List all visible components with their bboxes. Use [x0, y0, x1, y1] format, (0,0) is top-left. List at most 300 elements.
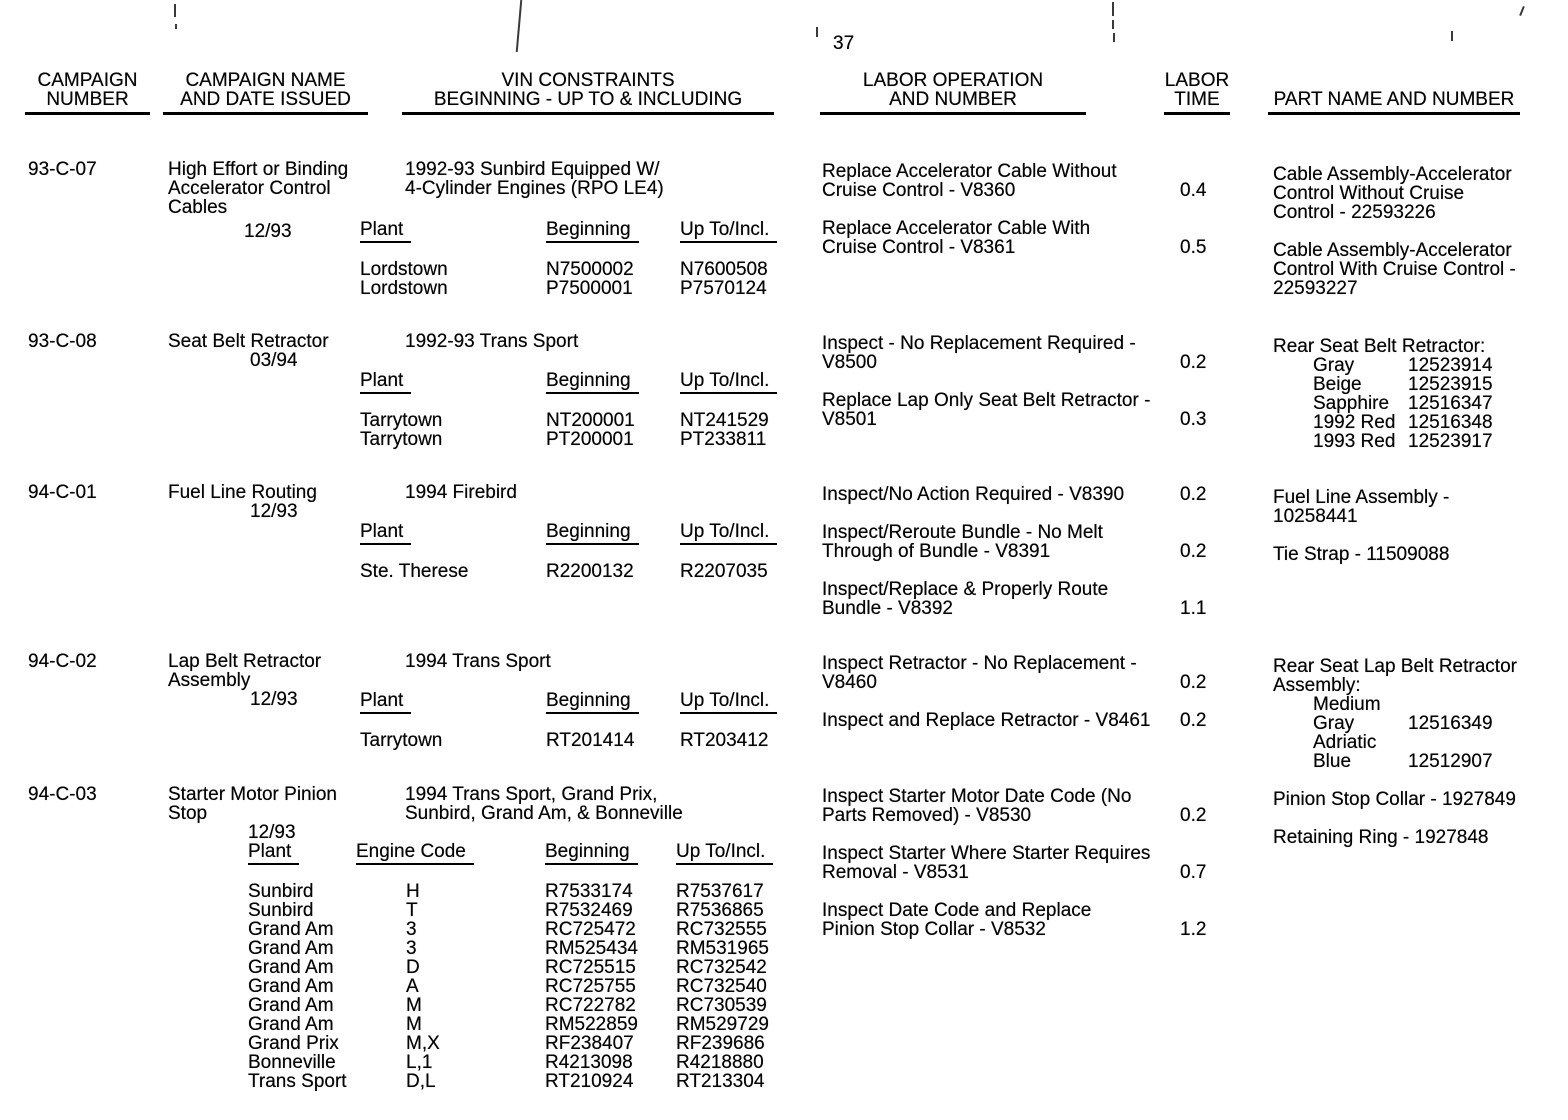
operation-line: Pinion Stop Collar - V8532	[822, 919, 1046, 940]
vin-cell: RT210924	[545, 1071, 634, 1092]
vin-cell: RT213304	[676, 1071, 765, 1092]
vin-table	[360, 691, 777, 750]
vin-cell: Grand Am	[248, 919, 334, 940]
vin-row	[248, 1034, 773, 1053]
page-number: 37	[833, 33, 855, 54]
operation-line: Inspect - No Replacement Required -	[822, 333, 1136, 354]
operation-text	[822, 580, 1167, 618]
operation-line: Replace Accelerator Cable Without	[822, 161, 1117, 182]
vin-cell: Grand Am	[248, 976, 334, 997]
scan-artifact	[1113, 33, 1115, 42]
vin-header-cell	[248, 842, 356, 865]
vin-cell: Sunbird	[248, 900, 314, 921]
operation-line: Inspect/Replace & Properly Route	[822, 579, 1109, 600]
scan-artifact	[1451, 31, 1453, 41]
vin-table	[248, 842, 773, 1091]
labor-time-value: 1.2	[1180, 919, 1207, 940]
vin-description	[405, 160, 725, 198]
vin-row	[360, 430, 777, 449]
operation	[822, 580, 1214, 618]
parts	[1273, 657, 1558, 790]
vin-row	[248, 901, 773, 920]
operation-text	[822, 334, 1167, 372]
parts	[1273, 488, 1558, 583]
part-variant-name: 1993 Red	[1313, 431, 1396, 452]
vin-cell: RC725755	[545, 976, 636, 997]
operation-line: Inspect Date Code and Replace	[822, 900, 1092, 921]
vin-header-cell	[546, 691, 680, 714]
vin-cell: Tarrytown	[360, 410, 443, 431]
part-line: Cable Assembly-Accelerator	[1273, 164, 1512, 185]
scan-artifact	[516, 0, 523, 52]
part-line: 22593227	[1273, 278, 1358, 299]
vin-cell: RM529729	[676, 1014, 769, 1035]
vin-cell: N7600508	[680, 259, 768, 280]
part	[1273, 657, 1558, 771]
part-variant	[1273, 394, 1558, 413]
vin-cell: Tarrytown	[360, 429, 443, 450]
vin-cell: R7533174	[545, 881, 633, 902]
part	[1273, 545, 1558, 564]
scan-artifact	[1112, 2, 1114, 16]
vin-header-cell	[360, 522, 546, 545]
vin-cell: R2207035	[680, 561, 768, 582]
vin-row	[360, 731, 777, 750]
part-variant-name: 1992 Red	[1313, 412, 1396, 433]
header-line-underlined: PART NAME AND NUMBER	[1268, 90, 1520, 115]
operation-line: Cruise Control - V8361	[822, 237, 1016, 258]
part-heading-line: Rear Seat Lap Belt Retractor	[1273, 656, 1517, 677]
labor-time-value: 0.3	[1180, 409, 1207, 430]
vin-cell: Trans Sport	[248, 1071, 347, 1092]
vin-header-cell	[680, 522, 777, 545]
vin-cell: RC732542	[676, 957, 767, 978]
vin-row	[248, 958, 773, 977]
part-variant-number: 12523915	[1408, 374, 1493, 395]
vin-row	[248, 996, 773, 1015]
header-part-name	[1268, 90, 1520, 115]
operation-text	[822, 787, 1167, 825]
vin-header-cell	[546, 371, 680, 394]
scan-artifact	[175, 24, 177, 29]
campaign-number: 93-C-08	[28, 331, 97, 352]
vin-description-line: 1992-93 Trans Sport	[405, 331, 579, 352]
vin-cell: PT233811	[680, 429, 767, 450]
vin-cell: Tarrytown	[360, 730, 443, 751]
vin-cell: D	[406, 957, 420, 978]
operation-line: Inspect Starter Where Starter Requires	[822, 843, 1151, 864]
operation-line: V8501	[822, 409, 877, 430]
vin-cell: RC730539	[676, 995, 767, 1016]
operations	[822, 654, 1214, 749]
campaign-date: 12/93	[244, 221, 292, 242]
vin-cell: 3	[406, 919, 417, 940]
labor-time-value: 0.4	[1180, 180, 1207, 201]
campaign-number: 94-C-03	[28, 784, 97, 805]
part-variant-name: Adriatic Blue	[1313, 732, 1377, 772]
campaign-name-line: Lap Belt Retractor	[168, 651, 322, 672]
vin-description-line: 1994 Trans Sport, Grand Prix,	[405, 784, 658, 805]
vin-cell: Grand Am	[248, 957, 334, 978]
vin-cell: L,1	[406, 1052, 433, 1073]
operation	[822, 391, 1214, 429]
header-line: CAMPAIGN	[37, 70, 138, 91]
part-variant-number: 12516348	[1408, 412, 1493, 433]
part-line: Control With Cruise Control -	[1273, 259, 1516, 280]
vin-description	[405, 483, 725, 502]
header-vin-constraints	[402, 71, 774, 115]
operation-line: Replace Lap Only Seat Belt Retractor -	[822, 390, 1151, 411]
vin-cell: RC732540	[676, 976, 767, 997]
campaign-date: 12/93	[248, 822, 296, 843]
campaign-date: 12/93	[250, 689, 298, 710]
vin-cell: P7500001	[546, 278, 633, 299]
campaign-name	[168, 332, 363, 351]
operation	[822, 787, 1214, 825]
header-line-underlined: AND NUMBER	[820, 90, 1086, 115]
vin-table-header	[360, 220, 777, 243]
part	[1273, 241, 1558, 298]
header-labor-operation	[820, 71, 1086, 115]
vin-cell: Lordstown	[360, 259, 448, 280]
vin-description	[405, 652, 725, 671]
vin-table	[360, 371, 777, 449]
vin-cell: Bonneville	[248, 1052, 336, 1073]
vin-row	[360, 279, 777, 298]
vin-header-label: Up To/Incl.	[680, 220, 777, 243]
part-variant-number: 12516347	[1408, 393, 1493, 414]
part-variant	[1273, 733, 1558, 771]
campaign-name-line: Assembly	[168, 670, 251, 691]
vin-header-label: Beginning	[546, 522, 639, 545]
operation-line: Inspect Starter Motor Date Code (No	[822, 786, 1132, 807]
vin-description-line: 1994 Trans Sport	[405, 651, 551, 672]
labor-time-value: 0.2	[1180, 672, 1207, 693]
part	[1273, 790, 1558, 809]
vin-cell: Grand Am	[248, 1014, 334, 1035]
operation-text	[822, 654, 1167, 692]
part-variant	[1273, 356, 1558, 375]
header-campaign-number	[25, 71, 150, 115]
labor-time-value: 0.5	[1180, 237, 1207, 258]
operation	[822, 162, 1214, 200]
operations	[822, 787, 1214, 958]
vin-table-rows	[360, 562, 777, 581]
operation-text	[822, 219, 1167, 257]
part	[1273, 488, 1558, 526]
vin-cell: RT203412	[680, 730, 769, 751]
campaign-number: 94-C-01	[28, 482, 97, 503]
vin-cell: RF238407	[545, 1033, 634, 1054]
vin-table-rows	[360, 411, 777, 449]
vin-table-header	[360, 522, 777, 545]
part-variant-number: 12523914	[1408, 355, 1493, 376]
part	[1273, 165, 1558, 222]
vin-row	[248, 939, 773, 958]
part-heading-line: Assembly:	[1273, 675, 1361, 696]
campaign-name	[168, 785, 363, 823]
part-variant-number: 12523917	[1408, 431, 1493, 452]
part-variant-number: 12516349	[1408, 713, 1493, 734]
vin-cell: M,X	[406, 1033, 440, 1054]
operation-line: V8460	[822, 672, 877, 693]
campaign-date: 03/94	[250, 350, 298, 371]
part-line: Tie Strap - 11509088	[1273, 544, 1450, 565]
vin-cell: P7570124	[680, 278, 767, 299]
vin-cell: RM525434	[545, 938, 638, 959]
vin-header-label: Up To/Incl.	[680, 691, 777, 714]
vin-cell: M	[406, 995, 422, 1016]
vin-table-rows	[248, 882, 773, 1091]
vin-row	[248, 882, 773, 901]
vin-description	[405, 785, 725, 823]
part-variant-name: Medium Gray	[1313, 694, 1381, 734]
operation-text	[822, 162, 1167, 200]
part	[1273, 337, 1558, 451]
vin-table-rows	[360, 731, 777, 750]
vin-cell: R7536865	[676, 900, 764, 921]
labor-time-value: 1.1	[1180, 598, 1207, 619]
vin-cell: Grand Prix	[248, 1033, 339, 1054]
vin-table-header	[360, 371, 777, 394]
vin-header-cell	[360, 371, 546, 394]
vin-cell: R7532469	[545, 900, 633, 921]
operations	[822, 334, 1214, 448]
part-variant	[1273, 375, 1558, 394]
vin-header-label: Beginning	[546, 220, 639, 243]
operation-line: Replace Accelerator Cable With	[822, 218, 1091, 239]
operation-text	[822, 844, 1167, 882]
campaign-name-line: Accelerator Control	[168, 178, 331, 199]
part-line: 10258441	[1273, 506, 1358, 527]
header-line-underlined: AND DATE ISSUED	[163, 90, 368, 115]
vin-row	[248, 1053, 773, 1072]
header-campaign-name	[163, 71, 368, 115]
header-line: LABOR OPERATION	[862, 70, 1044, 91]
part-variant-name: Beige	[1313, 374, 1362, 395]
vin-row	[360, 260, 777, 279]
vin-description-line: Sunbird, Grand Am, & Bonneville	[405, 803, 683, 824]
part-line: Cable Assembly-Accelerator	[1273, 240, 1512, 261]
parts	[1273, 337, 1558, 470]
part-line: Control Without Cruise	[1273, 183, 1465, 204]
vin-header-cell	[680, 220, 777, 243]
operation-line: Inspect and Replace Retractor - V8461	[822, 710, 1151, 731]
part-heading-line: Rear Seat Belt Retractor:	[1273, 336, 1486, 357]
labor-time-value: 0.2	[1180, 541, 1207, 562]
vin-cell: PT200001	[546, 429, 634, 450]
vin-cell: Grand Am	[248, 995, 334, 1016]
vin-header-label: Plant	[360, 691, 411, 714]
campaign-name	[168, 652, 363, 690]
vin-header-label: Up To/Incl.	[676, 842, 773, 865]
operation-line: Parts Removed) - V8530	[822, 805, 1032, 826]
vin-table-header	[248, 842, 773, 865]
vin-header-cell	[676, 842, 773, 865]
vin-row	[360, 411, 777, 430]
operation-text	[822, 391, 1167, 429]
part-variant	[1273, 432, 1558, 451]
vin-cell: A	[406, 976, 419, 997]
header-labor-time	[1164, 71, 1230, 115]
vin-header-label: Beginning	[546, 691, 639, 714]
vin-header-cell	[680, 691, 777, 714]
vin-header-label: Plant	[360, 522, 411, 545]
part-variant-name: Sapphire	[1313, 393, 1390, 414]
vin-description-line: 1994 Firebird	[405, 482, 517, 503]
vin-header-label: Up To/Incl.	[680, 371, 777, 394]
vin-cell: RT201414	[546, 730, 635, 751]
vin-cell: H	[406, 881, 420, 902]
vin-row	[248, 977, 773, 996]
campaign-name-line: Cables	[168, 197, 228, 218]
vin-header-label: Beginning	[545, 842, 638, 865]
vin-description-line: 1992-93 Sunbird Equipped W/	[405, 159, 660, 180]
campaign-name	[168, 160, 363, 217]
vin-cell: Grand Am	[248, 938, 334, 959]
scan-artifact	[174, 4, 176, 17]
operations	[822, 162, 1214, 276]
vin-row	[248, 1072, 773, 1091]
operation-line: V8500	[822, 352, 877, 373]
part	[1273, 828, 1558, 847]
vin-description-line: 4-Cylinder Engines (RPO LE4)	[405, 178, 664, 199]
part-line: Control - 22593226	[1273, 202, 1436, 223]
header-line: LABOR	[1164, 70, 1230, 91]
vin-cell: D,L	[406, 1071, 436, 1092]
vin-table-rows	[360, 260, 777, 298]
scan-artifact	[816, 27, 818, 37]
vin-cell: RC732555	[676, 919, 767, 940]
operation	[822, 334, 1214, 372]
part-variant-number: 12512907	[1408, 751, 1493, 772]
operation-line: Removal - V8531	[822, 862, 969, 883]
vin-cell: R7537617	[676, 881, 764, 902]
vin-header-cell	[360, 691, 546, 714]
vin-cell: Ste. Therese	[360, 561, 469, 582]
vin-cell: NT241529	[680, 410, 769, 431]
header-line: CAMPAIGN NAME	[185, 70, 346, 91]
vin-header-cell	[680, 371, 777, 394]
operation-text	[822, 711, 1167, 730]
labor-time-value: 0.2	[1180, 484, 1207, 505]
part-line: Pinion Stop Collar - 1927849	[1273, 789, 1516, 810]
vin-cell: M	[406, 1014, 422, 1035]
campaign-name-line: Seat Belt Retractor	[168, 331, 329, 352]
vin-header-cell	[360, 220, 546, 243]
operation	[822, 485, 1214, 504]
vin-row	[248, 1015, 773, 1034]
operation-line: Cruise Control - V8360	[822, 180, 1016, 201]
vin-description	[405, 332, 725, 351]
campaign-name-line: Fuel Line Routing	[168, 482, 317, 503]
vin-header-label: Plant	[248, 842, 299, 865]
campaign-name-line: Stop	[168, 803, 208, 824]
part-variant	[1273, 695, 1558, 733]
vin-row	[248, 920, 773, 939]
labor-time-value: 0.2	[1180, 710, 1207, 731]
vin-header-cell	[546, 220, 680, 243]
labor-time-value: 0.2	[1180, 805, 1207, 826]
part-variant-name: Gray	[1313, 355, 1355, 376]
part-line: Retaining Ring - 1927848	[1273, 827, 1489, 848]
vin-header-label: Plant	[360, 371, 411, 394]
vin-header-label: Beginning	[546, 371, 639, 394]
campaign-name	[168, 483, 363, 502]
vin-cell: 3	[406, 938, 417, 959]
vin-cell: RC722782	[545, 995, 636, 1016]
vin-cell: RM522859	[545, 1014, 638, 1035]
part-line: Fuel Line Assembly -	[1273, 487, 1450, 508]
vin-cell: R2200132	[546, 561, 634, 582]
header-line-underlined: NUMBER	[25, 90, 150, 115]
operation	[822, 654, 1214, 692]
vin-cell: Lordstown	[360, 278, 448, 299]
header-line: VIN CONSTRAINTS	[501, 70, 675, 91]
vin-cell: Sunbird	[248, 881, 314, 902]
operation	[822, 844, 1214, 882]
vin-table	[360, 522, 777, 581]
header-line-underlined: BEGINNING - UP TO & INCLUDING	[402, 90, 774, 115]
vin-cell: R4218880	[676, 1052, 764, 1073]
vin-header-cell	[546, 522, 680, 545]
campaign-number: 94-C-02	[28, 651, 97, 672]
operation	[822, 219, 1214, 257]
vin-cell: T	[406, 900, 418, 921]
vin-header-label: Up To/Incl.	[680, 522, 777, 545]
vin-cell: RC725515	[545, 957, 636, 978]
scan-artifact	[1112, 20, 1114, 29]
vin-cell: RC725472	[545, 919, 636, 940]
operation-text	[822, 523, 1167, 561]
scan-artifact	[1519, 6, 1525, 16]
vin-cell: RM531965	[676, 938, 769, 959]
campaign-name-line: High Effort or Binding	[168, 159, 349, 180]
operation	[822, 901, 1214, 939]
operation-line: Inspect/Reroute Bundle - No Melt	[822, 522, 1103, 543]
header-line-underlined: TIME	[1164, 90, 1230, 115]
vin-header-cell	[356, 842, 545, 865]
operation-text	[822, 901, 1167, 939]
operation-line: Inspect/No Action Required - V8390	[822, 484, 1125, 505]
parts	[1273, 165, 1558, 317]
vin-cell: N7500002	[546, 259, 634, 280]
operations	[822, 485, 1214, 637]
vin-row	[360, 562, 777, 581]
vin-header-label: Engine Code	[356, 842, 474, 865]
vin-cell: R4213098	[545, 1052, 633, 1073]
operation	[822, 523, 1214, 561]
labor-time-value: 0.2	[1180, 352, 1207, 373]
operation-line: Bundle - V8392	[822, 598, 953, 619]
part-variant	[1273, 413, 1558, 432]
vin-header-cell	[545, 842, 676, 865]
campaign-name-line: Starter Motor Pinion	[168, 784, 337, 805]
labor-time-value: 0.7	[1180, 862, 1207, 883]
campaign-number: 93-C-07	[28, 159, 97, 180]
operation-line: Through of Bundle - V8391	[822, 541, 1051, 562]
vin-cell: NT200001	[546, 410, 635, 431]
parts	[1273, 790, 1558, 866]
vin-header-label: Plant	[360, 220, 411, 243]
campaign-date: 12/93	[250, 501, 298, 522]
vin-table	[360, 220, 777, 298]
operation-text	[822, 485, 1167, 504]
vin-cell: RF239686	[676, 1033, 765, 1054]
operation	[822, 711, 1214, 730]
operation-line: Inspect Retractor - No Replacement -	[822, 653, 1137, 674]
vin-table-header	[360, 691, 777, 714]
